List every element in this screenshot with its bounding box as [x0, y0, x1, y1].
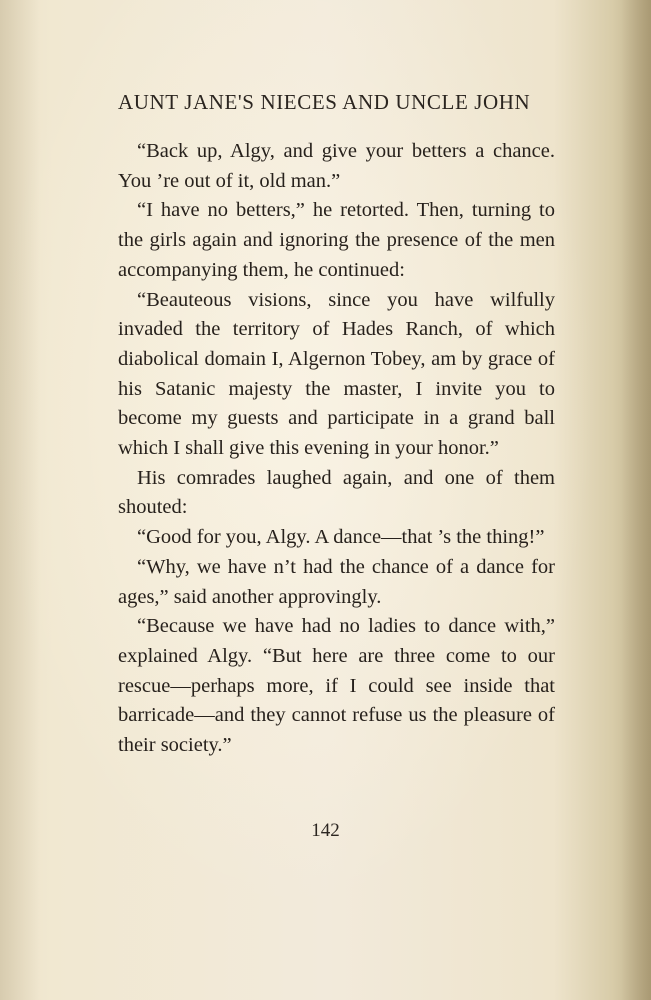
paragraph: His comrades laughed again, and one of them shouted: — [118, 466, 555, 519]
paragraph: “Beauteous visions, since you have wilfully invaded the territory of Hades Ranch, of which diabolical domain I, Algernon Tobey, am by grace of his Satanic majesty the master, I invite you to become my guests and participate in a grand ball which I shall give this evening in your honor.” — [118, 288, 555, 460]
paragraph: “Good for you, Algy. A dance—that ’s the thing!” — [137, 526, 545, 549]
body-text — [118, 137, 555, 761]
paragraph: “I have no betters,” he retorted. Then, turning to the girls again and ignoring the presence of the men accompanying them, he continued: — [118, 199, 555, 281]
running-head: AUNT JANE'S NIECES AND UNCLE JOHN — [118, 90, 531, 114]
paragraph: “Because we have had no ladies to dance with,” explained Algy. “But here are three come to our rescue—perhaps more, if I could see inside that barricade—and they cannot refuse us the pleasure of their society.” — [118, 615, 555, 757]
paragraph: “Back up, Algy, and give your betters a chance. You ’re out of it, old man.” — [118, 140, 555, 192]
paragraph: “Why, we have n’t had the chance of a dance for ages,” said another approvingly. — [118, 555, 555, 608]
page-number: 142 — [311, 820, 340, 841]
